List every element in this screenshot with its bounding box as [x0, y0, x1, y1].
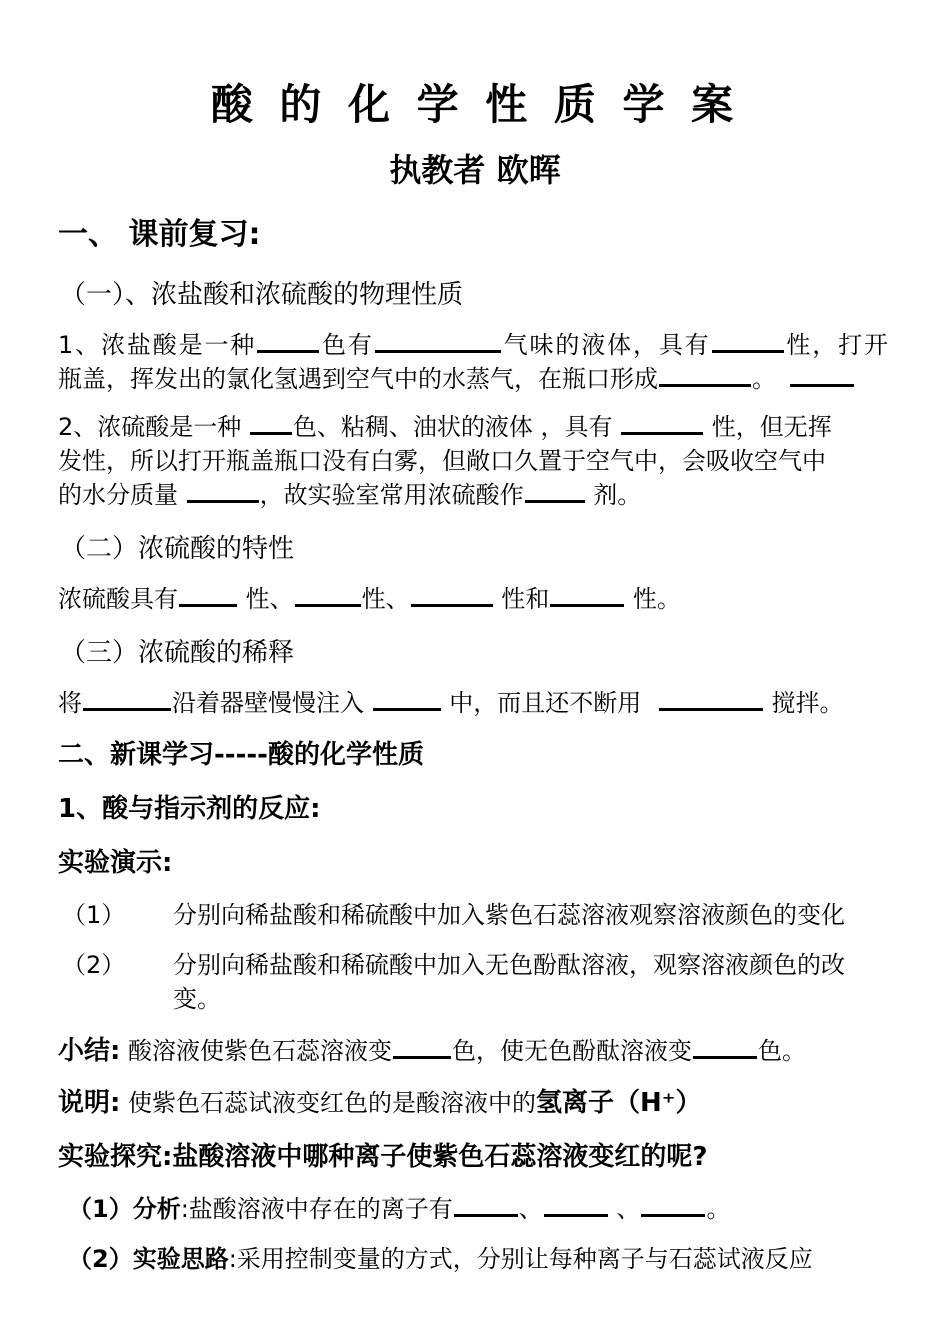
text: 2、浓硫酸是一种 — [58, 413, 249, 441]
text: 搅拌。 — [763, 689, 844, 717]
note — [58, 1086, 702, 1120]
blank[interactable] — [295, 582, 361, 607]
text: 色，使无色酚酞溶液变 — [452, 1037, 693, 1065]
text: :采用控制变量的方式，分别让每种离子与石蕊试液反应 — [228, 1245, 813, 1273]
blank[interactable] — [525, 478, 585, 503]
text: 中，而且还不断用 — [441, 689, 649, 717]
subsection-3-heading: （三）浓硫酸的稀释 — [60, 638, 295, 668]
subsection-2-heading: （二）浓硫酸的特性 — [60, 534, 295, 564]
blank[interactable] — [621, 410, 703, 435]
blank[interactable] — [790, 362, 854, 387]
summary — [58, 1034, 806, 1068]
paragraph-2-line-2: 发性，所以打开瓶盖瓶口没有白雾，但敞口久置于空气中，会吸收空气中 — [58, 447, 826, 475]
subsection-1-heading: （一）、浓盐酸和浓硫酸的物理性质 — [60, 280, 464, 310]
section-2-heading: 二、新课学习-----酸的化学性质 — [58, 740, 424, 770]
author-line: 执教者 欧晖 — [389, 151, 561, 189]
paragraph-1-line-2 — [58, 362, 855, 396]
demo-item-1: 分别向稀盐酸和稀硫酸中加入紫色石蕊溶液观察溶液颜色的变化 — [173, 901, 845, 929]
demo-item-1-number: （1） — [62, 901, 126, 929]
demo-item-2-number: （2） — [62, 951, 126, 979]
text: 色、粘稠、油状的液体 ，具有 — [292, 413, 621, 441]
text: 性和 — [493, 585, 550, 613]
blank[interactable] — [393, 1034, 451, 1059]
paragraph-2-line-3 — [58, 478, 641, 512]
paragraph-3 — [58, 582, 681, 616]
text: 沿着器壁慢慢注入 — [172, 689, 372, 717]
experiment-idea — [68, 1242, 813, 1276]
text: 色有 — [320, 331, 374, 359]
blank[interactable] — [693, 1034, 757, 1059]
blank[interactable] — [187, 478, 259, 503]
text: 酸溶液使紫色石蕊溶液变 — [128, 1037, 393, 1065]
text: 、 — [518, 1195, 543, 1223]
text: 浓硫酸具有 — [58, 585, 178, 613]
analysis-label: （1）分析 — [68, 1195, 181, 1223]
text: ，故实验室常用浓硫酸作 — [259, 481, 524, 509]
text: 剂。 — [585, 481, 642, 509]
blank[interactable] — [250, 410, 292, 435]
paragraph-4 — [58, 686, 844, 720]
text: :盐酸溶液中存在的离子有 — [180, 1195, 453, 1223]
blank[interactable] — [550, 582, 624, 607]
text: 性，打开 — [784, 331, 889, 359]
paragraph-1-line-1 — [58, 328, 888, 362]
blank[interactable] — [373, 686, 441, 711]
blank[interactable] — [179, 582, 237, 607]
blank[interactable] — [659, 686, 763, 711]
hydrogen-ion-text: 氢离子（H⁺） — [536, 1088, 702, 1118]
analysis — [68, 1192, 730, 1226]
topic-1-heading: 1、酸与指示剂的反应: — [58, 794, 321, 824]
text: 性。 — [625, 585, 681, 613]
note-label: 说明: — [58, 1088, 121, 1118]
text: 性、 — [238, 585, 294, 613]
page-title: 酸 的 化 学 性 质 学 案 — [210, 80, 740, 129]
demo-label: 实验演示: — [58, 848, 173, 878]
blank[interactable] — [712, 328, 784, 353]
blank[interactable] — [454, 1192, 518, 1217]
blank[interactable] — [257, 328, 319, 353]
text: 的水分质量 — [58, 481, 186, 509]
paragraph-2-line-1 — [58, 410, 832, 444]
blank[interactable] — [544, 1192, 608, 1217]
blank[interactable] — [641, 1192, 705, 1217]
demo-item-2-line-1: 分别向稀盐酸和稀硫酸中加入无色酚酞溶液，观察溶液颜色的改 — [173, 951, 845, 979]
blank[interactable] — [375, 328, 501, 353]
text: 。 — [706, 1195, 731, 1223]
text: 1、浓盐酸是一种 — [58, 331, 257, 359]
section-1-heading: 一、 课前复习: — [58, 217, 261, 252]
text: 色。 — [758, 1037, 807, 1065]
demo-item-2-line-2: 变。 — [173, 985, 221, 1013]
blank[interactable] — [411, 582, 493, 607]
exploration-heading: 实验探究:盐酸溶液中哪种离子使紫色石蕊溶液变红的呢? — [58, 1142, 708, 1172]
idea-label: （2）实验思路 — [68, 1245, 229, 1273]
text: 将 — [58, 689, 82, 717]
text: 使紫色石蕊试液变红色的是酸溶液中的 — [128, 1089, 537, 1117]
text: 瓶盖，挥发出的氯化氢遇到空气中的水蒸气，在瓶口形成 — [58, 365, 658, 393]
blank[interactable] — [659, 362, 751, 387]
text: 。 — [752, 365, 776, 393]
text: 性，但无挥 — [704, 413, 832, 441]
text: 、 — [608, 1195, 641, 1223]
summary-label: 小结: — [58, 1036, 121, 1066]
blank[interactable] — [83, 686, 171, 711]
text: 气味的液体，具有 — [501, 331, 711, 359]
text: 性、 — [361, 585, 410, 613]
